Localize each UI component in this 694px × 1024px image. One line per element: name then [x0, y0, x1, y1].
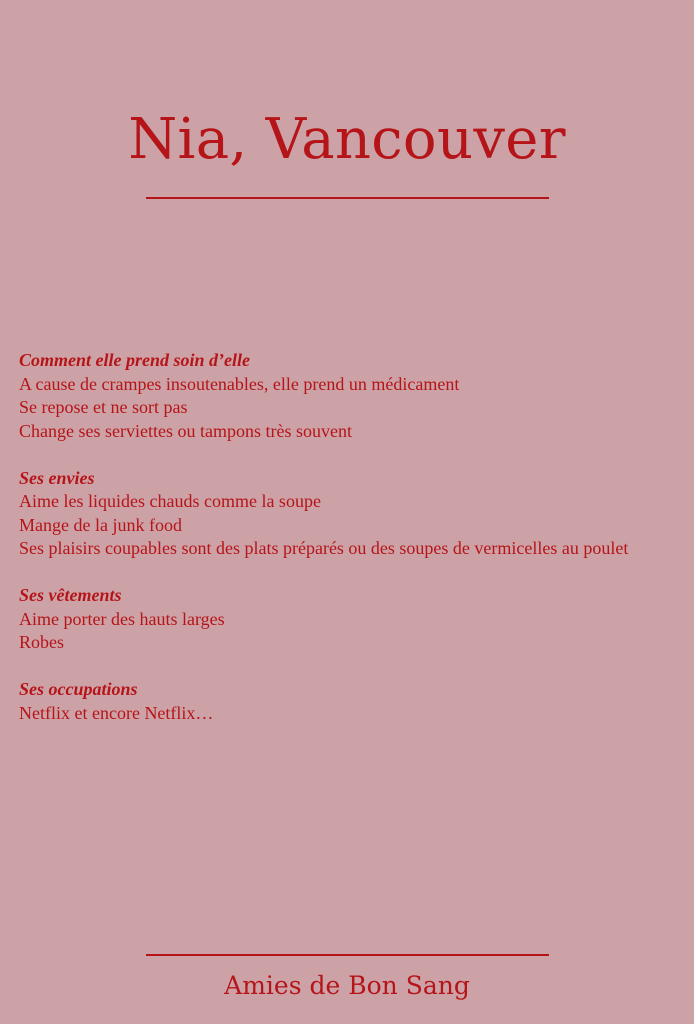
- section-activities: [19, 678, 669, 725]
- section-cravings: [19, 467, 669, 561]
- footer-divider: [146, 954, 549, 956]
- document-content: [19, 349, 669, 749]
- section-self-care: [19, 349, 669, 443]
- page-title: Nia, Vancouver: [128, 107, 566, 172]
- section-heading: Ses occupations: [19, 679, 138, 699]
- footer-brand: Amies de Bon Sang: [224, 971, 470, 1000]
- section-line: Mange de la junk food: [19, 514, 182, 535]
- section-line: Robes: [19, 632, 64, 652]
- section-line: Ses plaisirs coupables sont des plats préparés ou des soupes de vermicelles au poulet: [19, 538, 629, 558]
- section-line: Change ses serviettes ou tampons très souvent: [19, 420, 352, 441]
- title-divider: [146, 197, 549, 199]
- section-clothing: [19, 584, 669, 655]
- section-line: Se repose et ne sort pas: [19, 397, 188, 417]
- section-line: Aime porter des hauts larges: [19, 608, 225, 629]
- section-line: Netflix et encore Netflix…: [19, 702, 214, 723]
- section-heading: Comment elle prend soin d’elle: [19, 350, 250, 370]
- section-line: Aime les liquides chauds comme la soupe: [19, 491, 321, 511]
- section-line: A cause de crampes insoutenables, elle prend un médicament: [19, 373, 460, 394]
- section-heading: Ses vêtements: [19, 585, 122, 605]
- section-heading: Ses envies: [19, 467, 95, 488]
